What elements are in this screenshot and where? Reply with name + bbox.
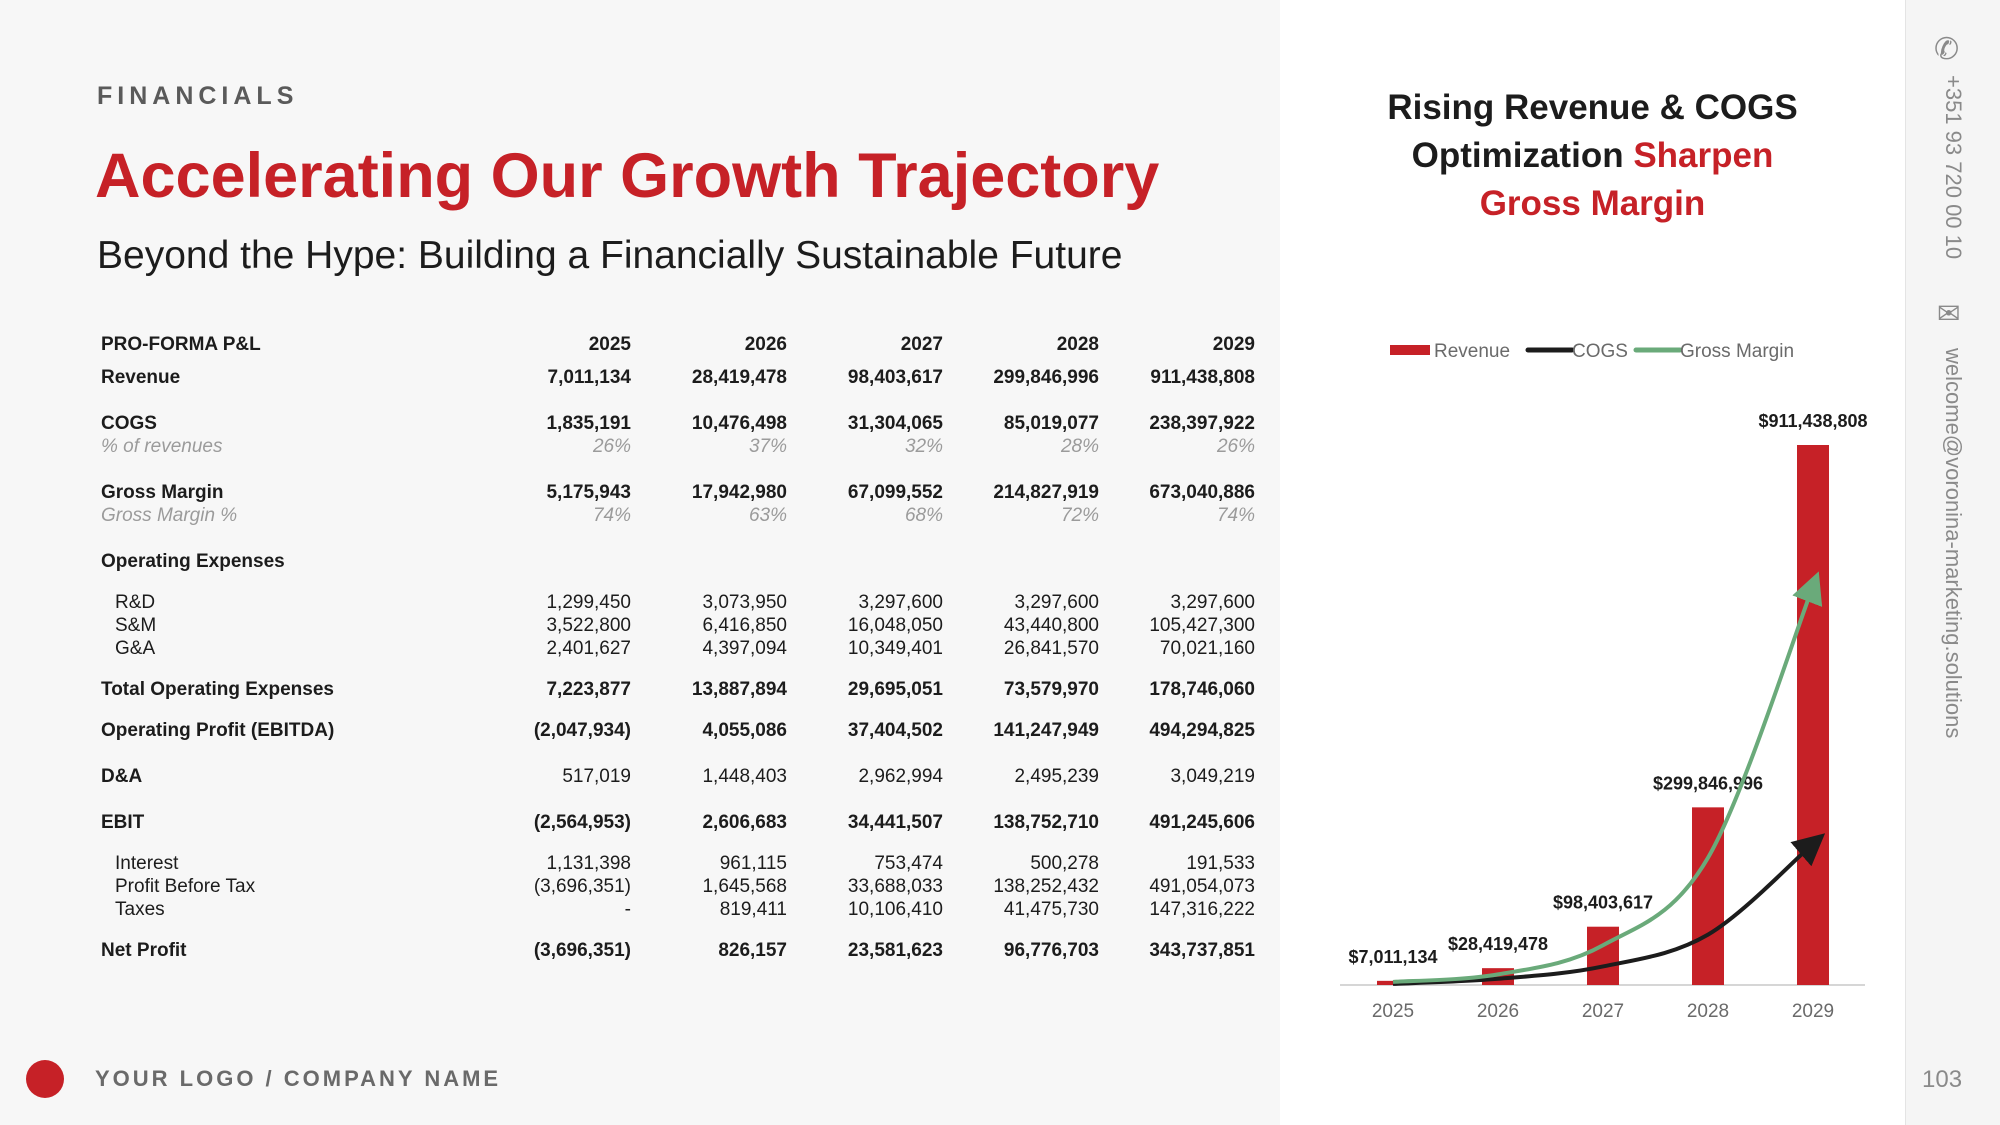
x-tick-label: 2026 xyxy=(1476,1001,1520,1022)
legend-swatch xyxy=(1390,345,1430,355)
cell: 819,411 xyxy=(719,899,787,920)
year-header: 2027 xyxy=(900,334,943,355)
cell: 3,049,219 xyxy=(1170,766,1255,787)
bar-data-label: $7,011,134 xyxy=(1348,946,1438,967)
cell: 5,175,943 xyxy=(546,482,631,503)
cell: 1,835,191 xyxy=(546,413,631,434)
cell: 138,752,710 xyxy=(993,812,1099,833)
company-logo-text: YOUR LOGO / COMPANY NAME xyxy=(95,1066,502,1091)
table-row-opex-header xyxy=(97,550,1259,573)
cell: 500,278 xyxy=(1030,853,1099,874)
table-row-net-profit xyxy=(97,939,1259,962)
cell: 63% xyxy=(748,505,787,526)
table-header-row xyxy=(97,333,1259,356)
section-eyebrow: FINANCIALS xyxy=(97,82,299,110)
year-header: 2026 xyxy=(744,334,787,355)
chart-title-line2b: Sharpen xyxy=(1633,136,1774,175)
x-tick-label: 2025 xyxy=(1371,1001,1415,1022)
cell: 26,841,570 xyxy=(1003,638,1099,659)
cell: 141,247,949 xyxy=(993,720,1099,741)
row-label: Taxes xyxy=(115,899,165,920)
bar-data-label: $28,419,478 xyxy=(1447,934,1549,955)
cell: 4,055,086 xyxy=(702,720,787,741)
table-row-da xyxy=(97,765,1259,788)
table-row-sm xyxy=(97,614,1259,637)
cell: 31,304,065 xyxy=(847,413,943,434)
cell: 6,416,850 xyxy=(702,615,787,636)
cell: 98,403,617 xyxy=(847,367,943,388)
cell: 17,942,980 xyxy=(691,482,787,503)
cell: 26% xyxy=(592,436,631,457)
row-label: Operating Profit (EBITDA) xyxy=(101,720,335,741)
cell: 32% xyxy=(904,436,943,457)
cell: 191,533 xyxy=(1186,853,1255,874)
legend-label: COGS xyxy=(1572,341,1628,362)
x-tick-label: 2028 xyxy=(1686,1001,1730,1022)
cell: 1,448,403 xyxy=(702,766,787,787)
table-row-ebitda xyxy=(97,719,1259,742)
row-label: Revenue xyxy=(101,367,181,388)
legend-label: Revenue xyxy=(1434,341,1511,362)
cell: 3,297,600 xyxy=(858,592,943,613)
cell: 43,440,800 xyxy=(1003,615,1099,636)
cell: 3,297,600 xyxy=(1170,592,1255,613)
cell: 37,404,502 xyxy=(847,720,943,741)
cell: 7,223,877 xyxy=(546,679,631,700)
cell: 3,522,800 xyxy=(546,615,631,636)
mail-icon: ✉ xyxy=(1937,298,1961,329)
cell: (2,047,934) xyxy=(533,720,631,741)
cell: 105,427,300 xyxy=(1149,615,1255,636)
cell: 214,827,919 xyxy=(993,482,1099,503)
cell: 3,297,600 xyxy=(1014,592,1099,613)
table-row-cogs-pct xyxy=(97,435,1259,458)
cell: 238,397,922 xyxy=(1149,413,1255,434)
cell: 178,746,060 xyxy=(1149,679,1255,700)
cell: 28% xyxy=(1060,436,1099,457)
cell: 3,073,950 xyxy=(702,592,787,613)
chart-title xyxy=(1330,84,1855,228)
cell: 74% xyxy=(592,505,631,526)
cell: 2,495,239 xyxy=(1014,766,1099,787)
x-tick-label: 2029 xyxy=(1791,1001,1835,1022)
row-label: R&D xyxy=(115,592,156,613)
cell: 73,579,970 xyxy=(1003,679,1099,700)
row-label: COGS xyxy=(101,413,157,434)
row-label: Gross Margin % xyxy=(101,505,238,526)
cell: 911,438,808 xyxy=(1150,367,1255,388)
row-label: % of revenues xyxy=(101,436,223,457)
row-label: S&M xyxy=(115,615,157,636)
cell: 494,294,825 xyxy=(1149,720,1255,741)
cell: 299,846,996 xyxy=(993,367,1099,388)
cell: 41,475,730 xyxy=(1003,899,1099,920)
table-row-cogs xyxy=(97,412,1259,435)
cell: (2,564,953) xyxy=(533,812,631,833)
cell: 28,419,478 xyxy=(691,367,787,388)
contact-phone[interactable]: +351 93 720 00 10 xyxy=(1941,75,1966,260)
row-label: Profit Before Tax xyxy=(115,876,256,897)
cell: 16,048,050 xyxy=(847,615,943,636)
cell: 26% xyxy=(1216,436,1255,457)
cell: 1,299,450 xyxy=(546,592,631,613)
row-label: Net Profit xyxy=(101,940,187,961)
cell: 1,645,568 xyxy=(702,876,787,897)
cell: 37% xyxy=(748,436,787,457)
table-row-ebit xyxy=(97,811,1259,834)
cell: 34,441,507 xyxy=(847,812,943,833)
cell: 491,054,073 xyxy=(1149,876,1255,897)
cell: 2,401,627 xyxy=(546,638,631,659)
cell: 72% xyxy=(1060,505,1099,526)
cell: 29,695,051 xyxy=(847,679,943,700)
row-label: D&A xyxy=(101,766,143,787)
cell: 4,397,094 xyxy=(702,638,787,659)
chart-title-line1: Rising Revenue & COGS xyxy=(1387,88,1798,127)
cell: 673,040,886 xyxy=(1149,482,1255,503)
revenue-chart xyxy=(1280,320,1905,1040)
table-row-interest xyxy=(97,852,1259,875)
table-row-gross-margin xyxy=(97,481,1259,504)
page-title: Accelerating Our Growth Trajectory xyxy=(95,141,1160,211)
table-row-pbt xyxy=(97,875,1259,898)
legend-label: Gross Margin xyxy=(1680,341,1795,362)
cell: 2,606,683 xyxy=(702,812,787,833)
cell: 74% xyxy=(1216,505,1255,526)
row-label: Gross Margin xyxy=(101,482,224,503)
row-label: Total Operating Expenses xyxy=(101,679,334,700)
cell: 826,157 xyxy=(718,940,787,961)
cell: 10,476,498 xyxy=(691,413,787,434)
cell: 961,115 xyxy=(719,853,787,874)
cell: 67,099,552 xyxy=(847,482,943,503)
cell: 147,316,222 xyxy=(1149,899,1255,920)
cell: 138,252,432 xyxy=(993,876,1099,897)
page-number: 103 xyxy=(1922,1066,1963,1093)
page-subtitle: Beyond the Hype: Building a Financially Sustainable Future xyxy=(97,234,1123,277)
table-row-rd xyxy=(97,591,1259,614)
row-label: G&A xyxy=(115,638,156,659)
table-row-gross-margin-pct xyxy=(97,504,1259,527)
cell: 517,019 xyxy=(562,766,631,787)
year-header: 2025 xyxy=(588,334,631,355)
cell: 753,474 xyxy=(874,853,943,874)
table-label: PRO-FORMA P&L xyxy=(101,334,261,355)
bar-data-label: $299,846,996 xyxy=(1652,773,1764,794)
chart-title-line3: Gross Margin xyxy=(1479,184,1706,223)
cell: 7,011,134 xyxy=(547,367,631,388)
cell: 10,349,401 xyxy=(847,638,943,659)
cell: 10,106,410 xyxy=(847,899,943,920)
row-label: EBIT xyxy=(101,812,145,833)
pl-table xyxy=(97,333,1259,962)
cell: 343,737,851 xyxy=(1149,940,1255,961)
bar-data-label: $98,403,617 xyxy=(1552,892,1654,913)
year-header: 2029 xyxy=(1212,334,1255,355)
cell: 491,245,606 xyxy=(1149,812,1255,833)
revenue-bar xyxy=(1587,927,1619,985)
cell: 33,688,033 xyxy=(847,876,943,897)
table-row-total-opex xyxy=(97,678,1259,701)
cell: 1,131,398 xyxy=(546,853,631,874)
cell: 2,962,994 xyxy=(858,766,943,787)
row-label: Operating Expenses xyxy=(101,551,285,572)
cell: 23,581,623 xyxy=(847,940,943,961)
cell: 13,887,894 xyxy=(691,679,787,700)
table-row-taxes xyxy=(97,898,1259,921)
cell: 96,776,703 xyxy=(1003,940,1099,961)
cell: - xyxy=(624,899,631,920)
cell: (3,696,351) xyxy=(533,876,631,897)
cell: 68% xyxy=(904,505,943,526)
table-row-revenue xyxy=(97,366,1259,389)
revenue-bar xyxy=(1797,445,1829,985)
cell: 85,019,077 xyxy=(1003,413,1099,434)
cell: (3,696,351) xyxy=(533,940,631,961)
contact-email[interactable]: welcome@voronina-marketing.solutions xyxy=(1941,348,1966,739)
bar-data-label: $911,438,808 xyxy=(1758,411,1868,431)
chart-title-line2a: Optimization xyxy=(1411,136,1624,175)
logo-dot xyxy=(26,1060,64,1098)
cell: 70,021,160 xyxy=(1159,638,1255,659)
year-header: 2028 xyxy=(1056,334,1099,355)
row-label: Interest xyxy=(115,853,179,874)
table-row-ga xyxy=(97,637,1259,660)
x-tick-label: 2027 xyxy=(1581,1001,1625,1022)
phone-icon: ✆ xyxy=(1934,33,1960,66)
